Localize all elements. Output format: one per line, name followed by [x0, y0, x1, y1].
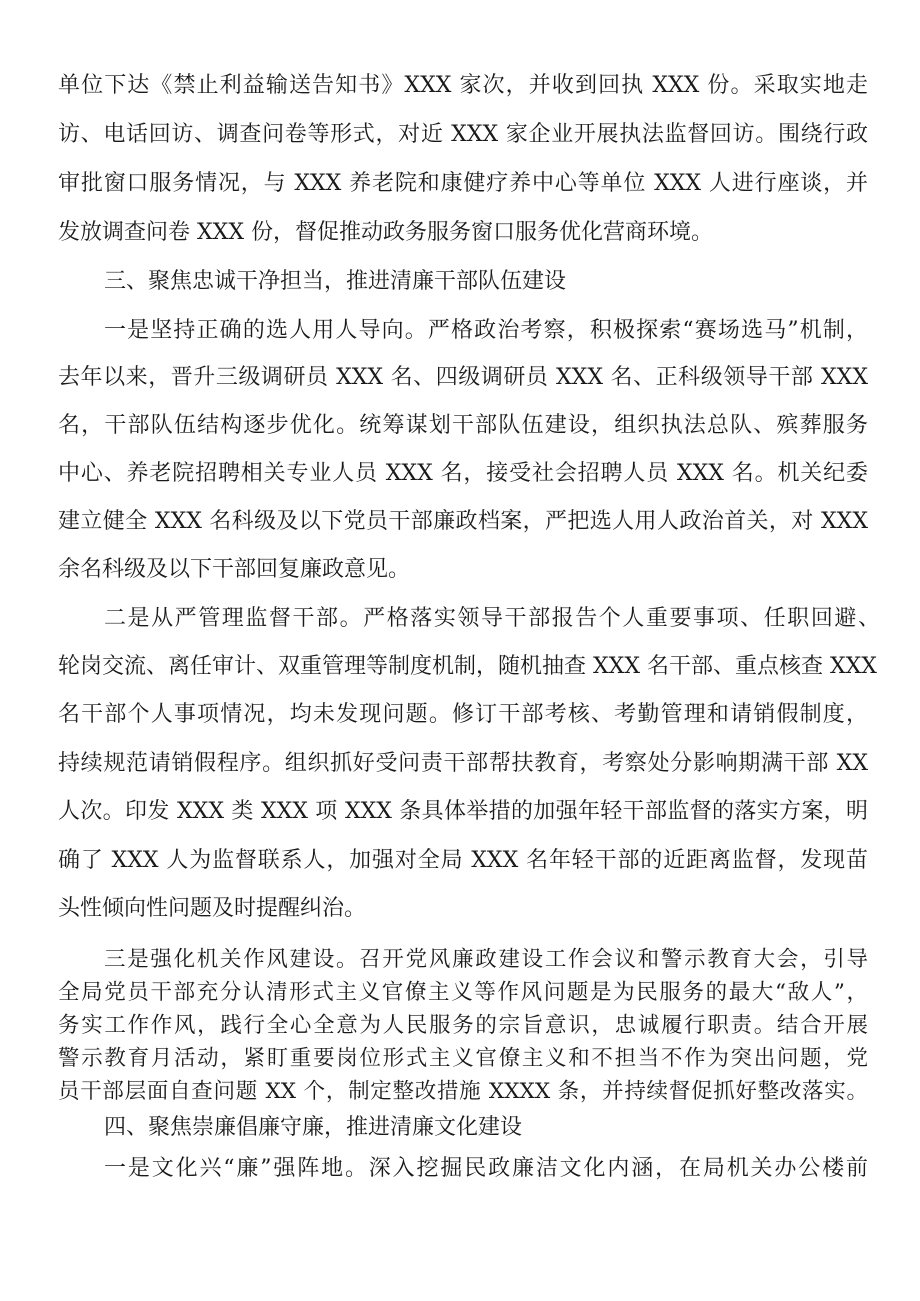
paragraph-line: 访、电话回访、调查问卷等形式，对近 XXX 家企业开展执法监督回访。围绕行政 — [58, 122, 868, 147]
paragraph-line: 头性倾向性问题及时提醒纠治。 — [58, 896, 367, 921]
paragraph-line: 名干部个人事项情况，均未发现问题。修订干部考核、考勤管理和请销假制度， — [58, 702, 868, 727]
paragraph-line: 员干部层面自查问题 XX 个，制定整改措施 XXXX 条，并持续督促抓好整改落实。 — [58, 1079, 868, 1104]
paragraph-line: 去年以来，晋升三级调研员 XXX 名、四级调研员 XXX 名、正科级领导干部 XXX — [58, 365, 868, 390]
paragraph-line: 一是坚持正确的选人用人导向。严格政治考察，积极探索“赛场选马”机制， — [104, 318, 868, 343]
section-heading-4: 四、聚焦崇廉倡廉守廉，推进清廉文化建设 — [104, 1115, 523, 1140]
paragraph-line: 二是从严管理监督干部。严格落实领导干部报告个人重要事项、任职回避、 — [104, 606, 880, 631]
paragraph-line: 中心、养老院招聘相关专业人员 XXX 名，接受社会招聘人员 XXX 名。机关纪委 — [58, 461, 868, 486]
paragraph-line: 发放调查问卷 XXX 份，督促推动政务服务窗口服务优化营商环境。 — [58, 220, 713, 245]
paragraph-line: 警示教育月活动，紧盯重要岗位形式主义官僚主义和不担当不作为突出问题，党 — [58, 1046, 868, 1071]
paragraph-line: 轮岗交流、离任审计、双重管理等制度机制，随机抽查 XXX 名干部、重点核查 XXX — [58, 654, 877, 679]
paragraph-line: 持续规范请销假程序。组织抓好受问责干部帮扶教育，考察处分影响期满干部 XX — [58, 751, 868, 776]
paragraph-line: 单位下达《禁止利益输送告知书》XXX 家次，并收到回执 XXX 份。采取实地走 — [58, 73, 868, 98]
paragraph-line: 余名科级及以下干部回复廉政意见。 — [58, 557, 411, 582]
paragraph-line: 建立健全 XXX 名科级及以下党员干部廉政档案，严把选人用人政治首关，对 XXX — [58, 509, 868, 534]
paragraph-line: 务实工作作风，践行全心全意为人民服务的宗旨意识，忠诚履行职责。结合开展 — [58, 1013, 868, 1038]
paragraph-line: 审批窗口服务情况，与 XXX 养老院和康健疗养中心等单位 XXX 人进行座谈，并 — [58, 171, 868, 196]
paragraph-line: 确了 XXX 人为监督联系人，加强对全局 XXX 名年轻干部的近距离监督，发现苗 — [58, 848, 868, 873]
paragraph-line: 三是强化机关作风建设。召开党风廉政建设工作会议和警示教育大会，引导 — [104, 947, 868, 972]
section-heading-3: 三、聚焦忠诚干净担当，推进清廉干部队伍建设 — [104, 269, 567, 294]
paragraph-line: 人次。印发 XXX 类 XXX 项 XXX 条具体举措的加强年轻干部监督的落实方案，明 — [58, 799, 868, 824]
paragraph-line: 名，干部队伍结构逐步优化。统筹谋划干部队伍建设，组织执法总队、殡葬服务 — [58, 413, 868, 438]
paragraph-line: 全局党员干部充分认清形式主义官僚主义等作风问题是为民服务的最大“敌人”， — [58, 980, 868, 1005]
paragraph-line: 一是文化兴“廉”强阵地。深入挖掘民政廉洁文化内涵，在局机关办公楼前 — [104, 1156, 868, 1181]
